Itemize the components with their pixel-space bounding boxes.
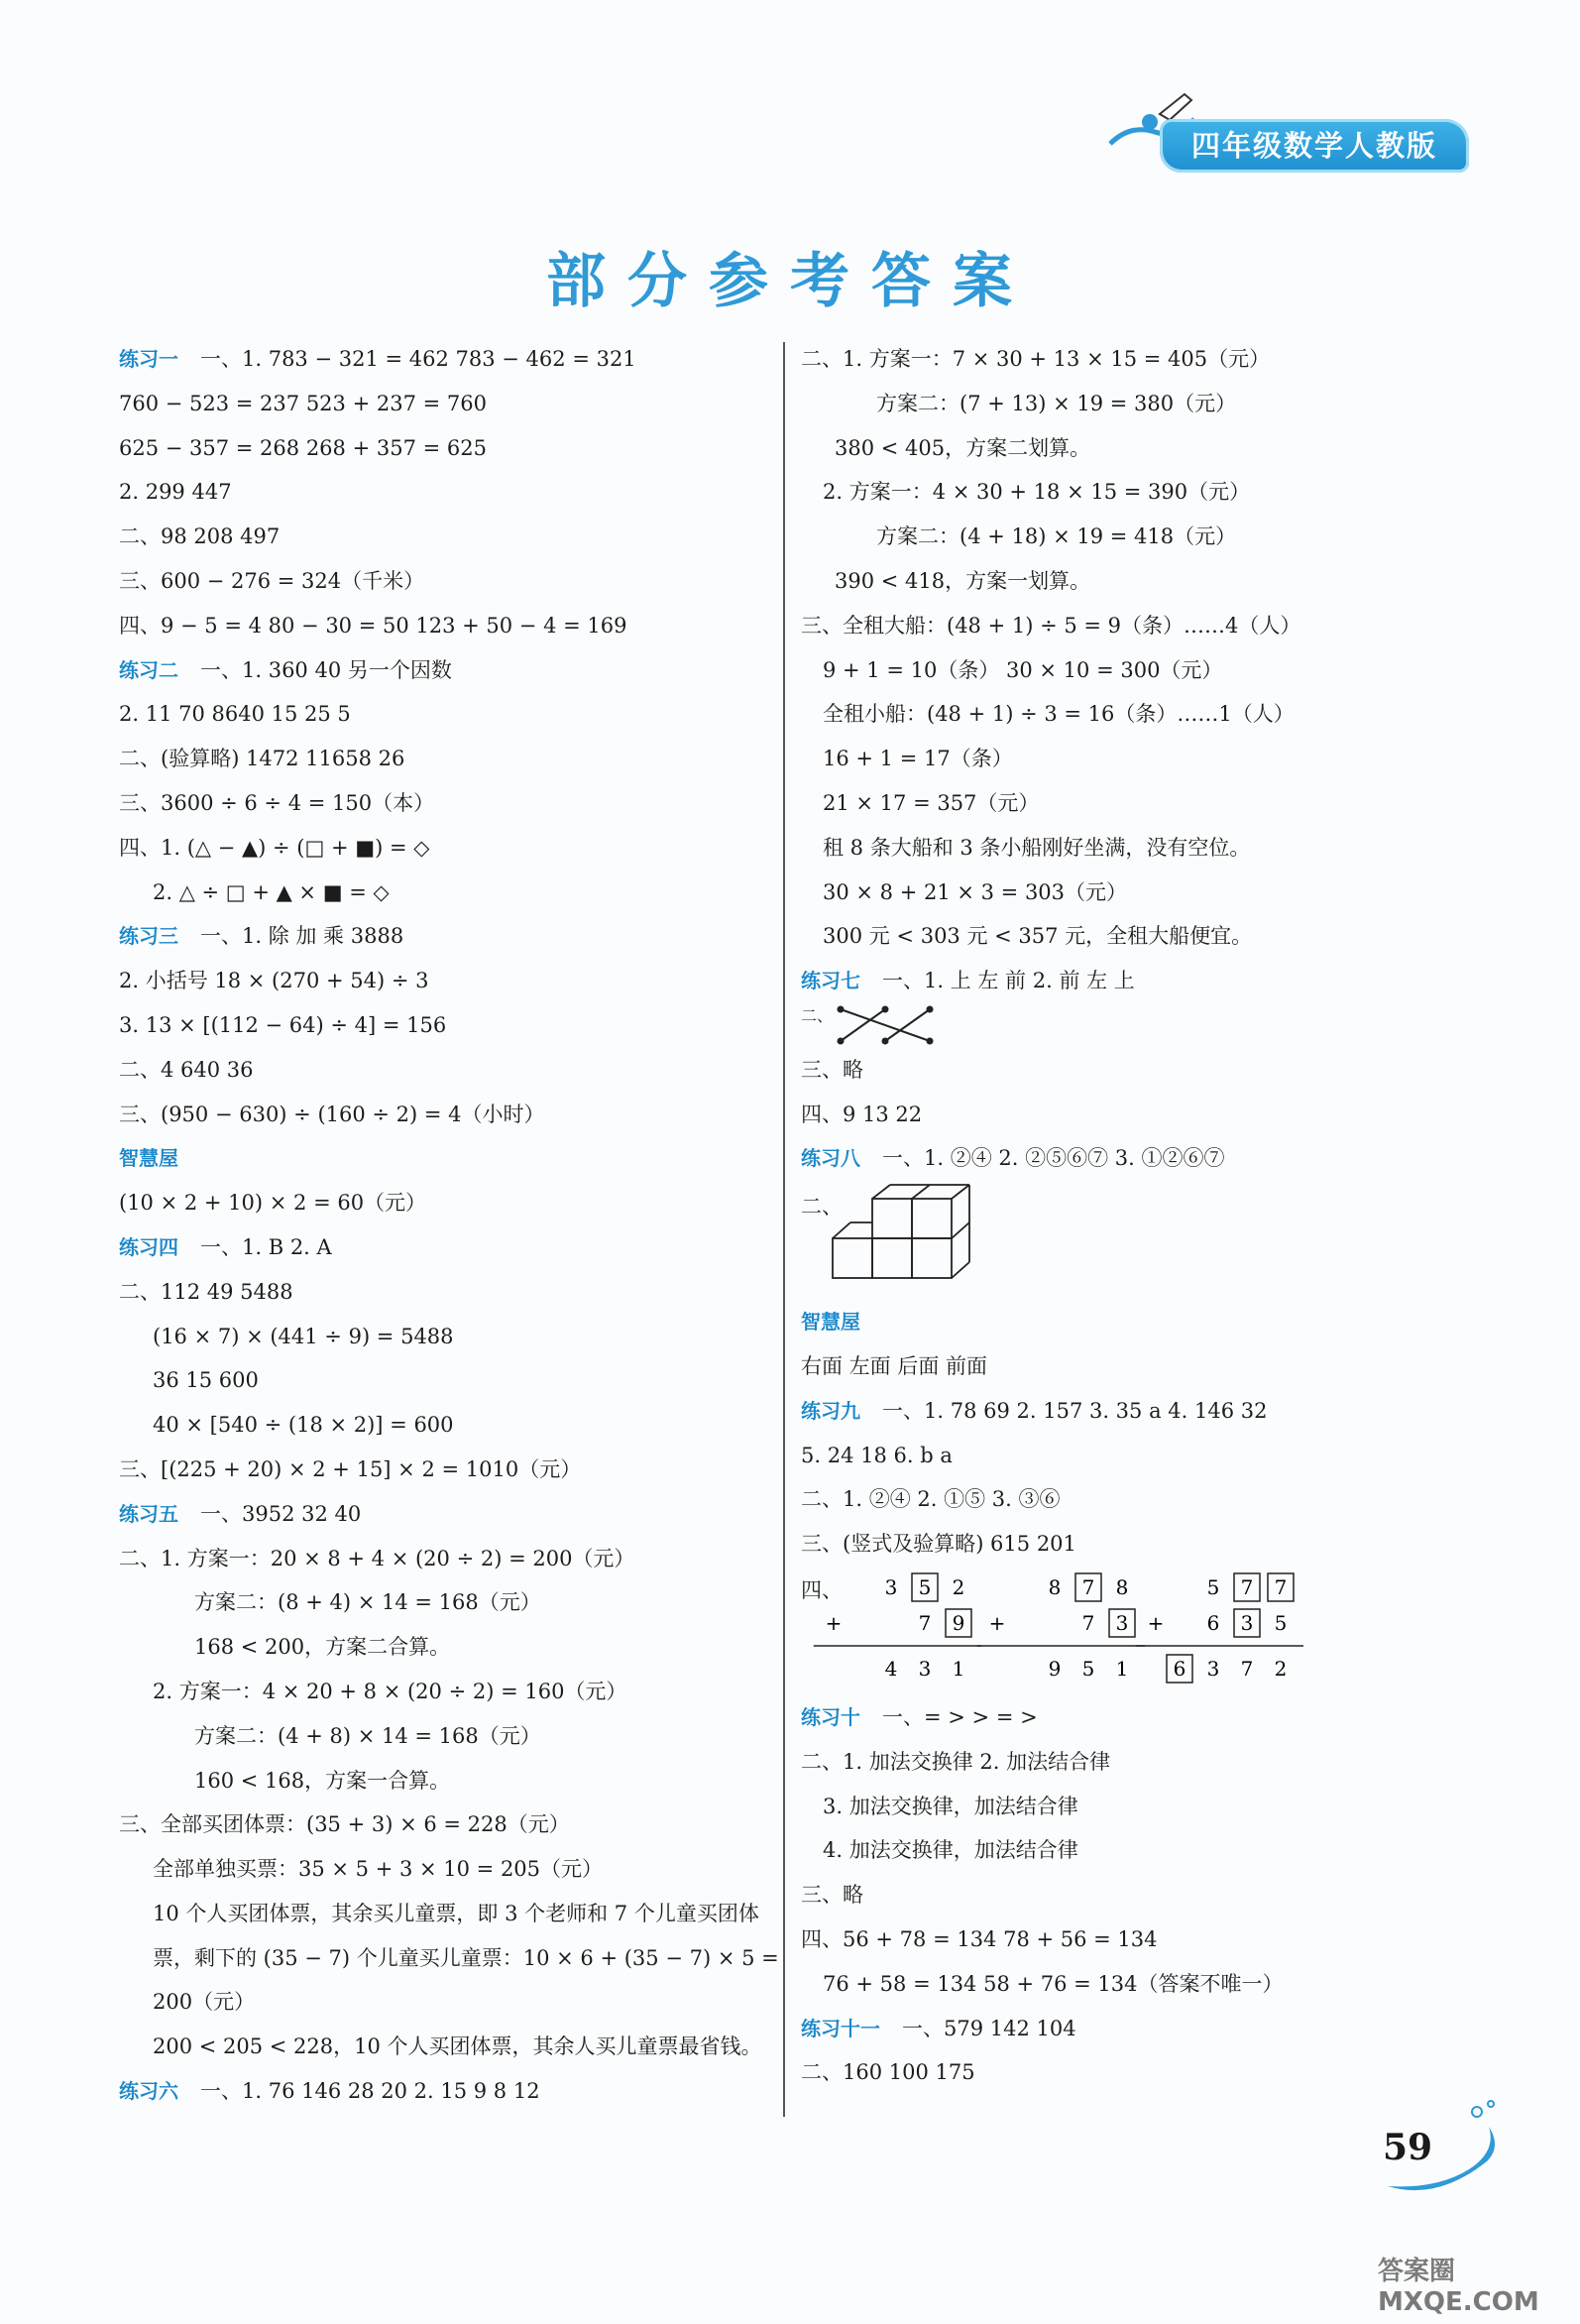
answer-line: [119, 871, 793, 915]
answer-text: 三、略: [801, 1883, 863, 1908]
answer-line: [801, 1300, 1495, 1344]
answer-line: [801, 1477, 1495, 1522]
answer-text: 36 15 600: [153, 1368, 259, 1393]
answer-text: 16 + 1 = 17（条）: [823, 747, 1013, 771]
answer-text: 二、(验算略) 1472 11658 26: [119, 747, 405, 771]
answer-line: [801, 1048, 1495, 1093]
answer-text: 二、160 100 175: [801, 2060, 975, 2085]
answer-line: [119, 648, 793, 693]
answer-line: [801, 1136, 1495, 1181]
answer-line: [801, 426, 1495, 471]
answer-line: [119, 1048, 793, 1093]
answer-text: 三、3600 ÷ 6 ÷ 4 = 150（本）: [119, 790, 435, 815]
plus-sign: +: [1147, 1610, 1165, 1635]
answer-line: [801, 559, 1495, 604]
answer-line: [119, 470, 793, 515]
exercise-label: 练习六: [119, 2079, 178, 2104]
answer-text: 四、9 − 5 = 4 80 − 30 = 50 123 + 50 − 4 = 169: [119, 613, 627, 638]
digit-top: 5: [1206, 1574, 1220, 1599]
answer-line: [119, 914, 793, 959]
answer-text: 一、3952 32 40: [200, 1501, 362, 1526]
exercise-label: 练习一: [119, 347, 178, 371]
exercise-label: 练习十一: [801, 2016, 880, 2040]
answer-line: [119, 737, 793, 781]
answer-line: [119, 1492, 793, 1537]
answer-line: [119, 1670, 793, 1714]
answer-text: 2. 11 70 8640 15 25 5: [119, 702, 351, 727]
answer-line: [801, 1785, 1495, 1829]
answer-text: 三、(950 − 630) ÷ (160 ÷ 2) = 4（小时）: [119, 1102, 545, 1126]
answer-text: 一、1. 783 − 321 = 462 783 − 462 = 321: [200, 347, 636, 371]
answer-text: 390 < 418，方案一划算。: [835, 568, 1091, 593]
answer-text: 二、1. ②④ 2. ①⑤ 3. ③⑥: [801, 1487, 1061, 1512]
answer-text: 30 × 8 + 21 × 3 = 303（元）: [823, 879, 1128, 904]
answer-text: 3. 13 × [(112 − 64) ÷ 4] = 156: [119, 1012, 447, 1037]
answer-line: [119, 1847, 793, 1892]
answer-text: 2. 方案一：4 × 20 + 8 × (20 ÷ 2) = 160（元）: [153, 1679, 627, 1703]
cube-stack-icon: [831, 1183, 979, 1294]
exercise-label: 智慧屋: [801, 1310, 860, 1335]
vertical-addition: [801, 1567, 1495, 1695]
answer-line: [119, 1980, 793, 2025]
answer-line: [801, 959, 1495, 1003]
answer-text: 一、= > > = >: [882, 1704, 1038, 1729]
answer-line: [801, 781, 1495, 826]
matching-lines-icon: [831, 1003, 940, 1047]
answer-line: [119, 959, 793, 1003]
exercise-label: 练习三: [119, 924, 178, 949]
digit-result: 9: [1048, 1656, 1062, 1681]
answer-text: 三、(竖式及验算略) 615 201: [801, 1532, 1076, 1557]
vertical-addition-svg: [801, 1567, 1356, 1695]
answer-line: [801, 337, 1495, 382]
answer-text: (16 × 7) × (441 ÷ 9) = 5488: [153, 1324, 454, 1348]
answer-line: [119, 1225, 793, 1270]
answer-line: [801, 2050, 1495, 2095]
digit-result: 4: [884, 1656, 898, 1681]
answer-text: 全部单独买票：35 × 5 + 3 × 10 = 205（元）: [153, 1857, 604, 1882]
digit-bottom: 7: [918, 1610, 932, 1635]
answer-text: 3. 加法交换律，加法结合律: [823, 1794, 1078, 1818]
right-column: [801, 337, 1495, 2095]
answer-text: 380 < 405，方案二划算。: [835, 435, 1091, 460]
answer-text: 300 元 < 303 元 < 357 元，全租大船便宜。: [823, 924, 1253, 949]
page-number: 59: [1383, 2127, 1433, 2168]
answer-text: 四、9 13 22: [801, 1102, 923, 1126]
answer-line: [119, 2025, 793, 2069]
answer-line: [801, 692, 1495, 737]
answer-line: [119, 1181, 793, 1225]
answer-line: [801, 826, 1495, 871]
answer-text: 一、579 142 104: [902, 2016, 1076, 2040]
digit-bottom: 5: [1274, 1610, 1288, 1635]
answer-line: [801, 2007, 1495, 2051]
answer-text: 方案二：(8 + 4) × 14 = 168（元）: [194, 1590, 541, 1615]
digit-top: 8: [1048, 1574, 1062, 1599]
digit-bottom: 9: [952, 1610, 965, 1635]
answer-text: 一、1. 上 左 前 2. 前 左 上: [882, 969, 1135, 993]
answer-text: 760 − 523 = 237 523 + 237 = 760: [119, 391, 487, 415]
plus-sign: +: [825, 1610, 843, 1635]
answer-line: [119, 1759, 793, 1803]
answer-text: 2. 小括号 18 × (270 + 54) ÷ 3: [119, 969, 429, 993]
answer-line: [801, 737, 1495, 781]
answer-line: [801, 604, 1495, 648]
digit-result: 5: [1081, 1656, 1095, 1681]
answer-line: [801, 1828, 1495, 1873]
answer-line: [119, 1136, 793, 1181]
answer-text: 2. 299 447: [119, 480, 232, 505]
answer-line: [119, 1580, 793, 1625]
answer-line: [119, 382, 793, 426]
answer-text: 二、1. 加法交换律 2. 加法结合律: [801, 1749, 1111, 1774]
answer-line: [119, 426, 793, 471]
answer-text: 右面 左面 后面 前面: [801, 1353, 988, 1378]
answer-text: 方案二：(7 + 13) × 19 = 380（元）: [876, 391, 1237, 415]
answer-line: [119, 1448, 793, 1492]
digit-top: 5: [918, 1574, 932, 1599]
answer-line: [119, 337, 793, 382]
answer-line: [119, 1003, 793, 1048]
answer-text: 40 × [540 ÷ (18 × 2)] = 600: [153, 1413, 454, 1438]
digit-top: 3: [884, 1574, 898, 1599]
answer-line: [119, 1936, 793, 1981]
answer-line: [801, 871, 1495, 915]
answer-line: [119, 1802, 793, 1847]
answer-text: (10 × 2 + 10) × 2 = 60（元）: [119, 1191, 427, 1216]
answer-line: [119, 781, 793, 826]
digit-result: 7: [1240, 1656, 1254, 1681]
answer-line: [119, 1093, 793, 1137]
digit-top: 2: [952, 1574, 965, 1599]
digit-result: 1: [952, 1656, 965, 1681]
digit-result: 6: [1173, 1656, 1186, 1681]
digit-result: 2: [1274, 1656, 1288, 1681]
answer-text: 21 × 17 = 357（元）: [823, 790, 1040, 815]
matching-prefix: 二、: [801, 1005, 834, 1025]
exercise-label: 练习五: [119, 1501, 178, 1526]
exercise-label: 练习八: [801, 1146, 860, 1171]
answer-line: [801, 648, 1495, 693]
digit-top: 7: [1274, 1574, 1288, 1599]
answer-line: [119, 1358, 793, 1403]
answer-text: 二、1. 方案一：20 × 8 + 4 × (20 ÷ 2) = 200（元）: [119, 1546, 635, 1570]
answer-line: [119, 826, 793, 871]
answer-line: [801, 1434, 1495, 1478]
answer-line: [801, 1740, 1495, 1785]
exercise-label: 智慧屋: [119, 1146, 178, 1171]
exercise-label: 练习二: [119, 657, 178, 682]
answer-text: 四、1. (△ − ▲) ÷ (□ + ■) = ◇: [119, 835, 430, 860]
exercise-label: 练习九: [801, 1398, 860, 1423]
answer-text: 10 个人买团体票，其余买儿童票，即 3 个老师和 7 个儿童买团体: [153, 1901, 759, 1925]
answer-text: 一、1. B 2. A: [200, 1234, 332, 1259]
exercise-label: 练习四: [119, 1234, 178, 1259]
answer-text: 5. 24 18 6. b a: [801, 1443, 953, 1467]
digit-result: 3: [1206, 1656, 1220, 1681]
answer-line: [119, 1403, 793, 1448]
answer-line: [119, 1270, 793, 1315]
answer-line: [801, 1344, 1495, 1389]
answer-line: [119, 1714, 793, 1759]
cubes-prefix: 二、: [801, 1195, 843, 1220]
answer-line: [119, 604, 793, 648]
answer-line: [119, 515, 793, 559]
digit-bottom: 3: [1240, 1610, 1254, 1635]
digit-bottom: 6: [1206, 1610, 1220, 1635]
answer-text: 2. △ ÷ □ + ▲ × ■ = ◇: [153, 879, 390, 904]
digit-result: 1: [1115, 1656, 1129, 1681]
answer-text: 三、全租大船：(48 + 1) ÷ 5 = 9（条）……4（人）: [801, 613, 1301, 638]
answer-text: 一、1. 78 69 2. 157 3. 35 a 4. 146 32: [882, 1398, 1268, 1423]
answer-line: [119, 1625, 793, 1670]
answer-text: 168 < 200，方案二合算。: [194, 1635, 451, 1660]
answer-line: [801, 470, 1495, 515]
answer-line: [801, 382, 1495, 426]
page-title: 部分参考答案: [546, 247, 1034, 316]
answer-line: [801, 1093, 1495, 1137]
answer-line: [801, 914, 1495, 959]
left-column: [119, 337, 793, 2114]
answer-text: 一、1. 360 40 另一个因数: [200, 657, 452, 682]
answer-line: [119, 2069, 793, 2114]
answer-text: 2. 方案一：4 × 30 + 18 × 15 = 390（元）: [823, 480, 1251, 505]
answer-line: [801, 1873, 1495, 1917]
answer-text: 三、[(225 + 20) × 2 + 15] × 2 = 1010（元）: [119, 1456, 582, 1481]
answer-line: [119, 559, 793, 604]
answer-text: 三、600 − 276 = 324（千米）: [119, 568, 425, 593]
digit-bottom: 7: [1081, 1610, 1095, 1635]
answer-text: 方案二：(4 + 8) × 14 = 168（元）: [194, 1723, 541, 1748]
digit-top: 8: [1115, 1574, 1129, 1599]
answer-text: 200 < 205 < 228，10 个人买团体票，其余人买儿童票最省钱。: [153, 2034, 762, 2059]
matching-answer: [801, 1003, 1495, 1048]
answer-text: 200（元）: [153, 1990, 256, 2015]
answer-line: [801, 1389, 1495, 1434]
plus-sign: +: [988, 1610, 1006, 1635]
answer-text: 76 + 58 = 134 58 + 76 = 134（答案不唯一）: [823, 1971, 1284, 1996]
answer-text: 一、1. 76 146 28 20 2. 15 9 8 12: [200, 2079, 540, 2104]
answer-line: [119, 1315, 793, 1359]
answer-line: [801, 1695, 1495, 1740]
answer-text: 三、略: [801, 1057, 863, 1082]
answer-text: 二、98 208 497: [119, 524, 281, 549]
cubes-answer: [801, 1181, 1495, 1300]
watermark: 答案圈 MXQE.COM: [1378, 2257, 1539, 2317]
answer-line: [801, 1522, 1495, 1567]
answer-line: [801, 1962, 1495, 2007]
digit-bottom: 3: [1115, 1610, 1129, 1635]
digit-top: 7: [1240, 1574, 1254, 1599]
answer-text: 9 + 1 = 10（条） 30 × 10 = 300（元）: [823, 657, 1223, 682]
exercise-label: 练习七: [801, 969, 860, 993]
vertical-prefix: 四、: [801, 1577, 843, 1602]
answer-text: 160 < 168，方案一合算。: [194, 1768, 451, 1793]
answer-line: [119, 1537, 793, 1581]
answer-text: 二、1. 方案一：7 × 30 + 13 × 15 = 405（元）: [801, 347, 1271, 371]
answer-text: 全租小船：(48 + 1) ÷ 3 = 16（条）……1（人）: [823, 702, 1295, 727]
answer-text: 方案二：(4 + 18) × 19 = 418（元）: [876, 524, 1237, 549]
answer-text: 4. 加法交换律，加法结合律: [823, 1838, 1078, 1863]
answer-text: 625 − 357 = 268 268 + 357 = 625: [119, 435, 487, 460]
answer-text: 二、4 640 36: [119, 1057, 254, 1082]
answer-text: 三、全部买团体票：(35 + 3) × 6 = 228（元）: [119, 1812, 570, 1837]
digit-top: 7: [1081, 1574, 1095, 1599]
answer-text: 一、1. 除 加 乘 3888: [200, 924, 404, 949]
answer-text: 四、56 + 78 = 134 78 + 56 = 134: [801, 1926, 1158, 1951]
answer-line: [801, 1917, 1495, 1962]
answer-line: [119, 1892, 793, 1936]
digit-result: 3: [918, 1656, 932, 1681]
answer-text: 一、1. ②④ 2. ②⑤⑥⑦ 3. ①②⑥⑦: [882, 1146, 1225, 1171]
answer-line: [801, 515, 1495, 559]
answer-line: [119, 692, 793, 737]
answer-text: 租 8 条大船和 3 条小船刚好坐满，没有空位。: [823, 835, 1251, 860]
exercise-label: 练习十: [801, 1704, 860, 1729]
edition-banner: 四年级数学人教版: [1160, 119, 1469, 173]
answer-text: 二、112 49 5488: [119, 1279, 293, 1304]
answer-text: 票，剩下的 (35 − 7) 个儿童买儿童票：10 × 6 + (35 − 7) × 5 =: [153, 1945, 779, 1970]
